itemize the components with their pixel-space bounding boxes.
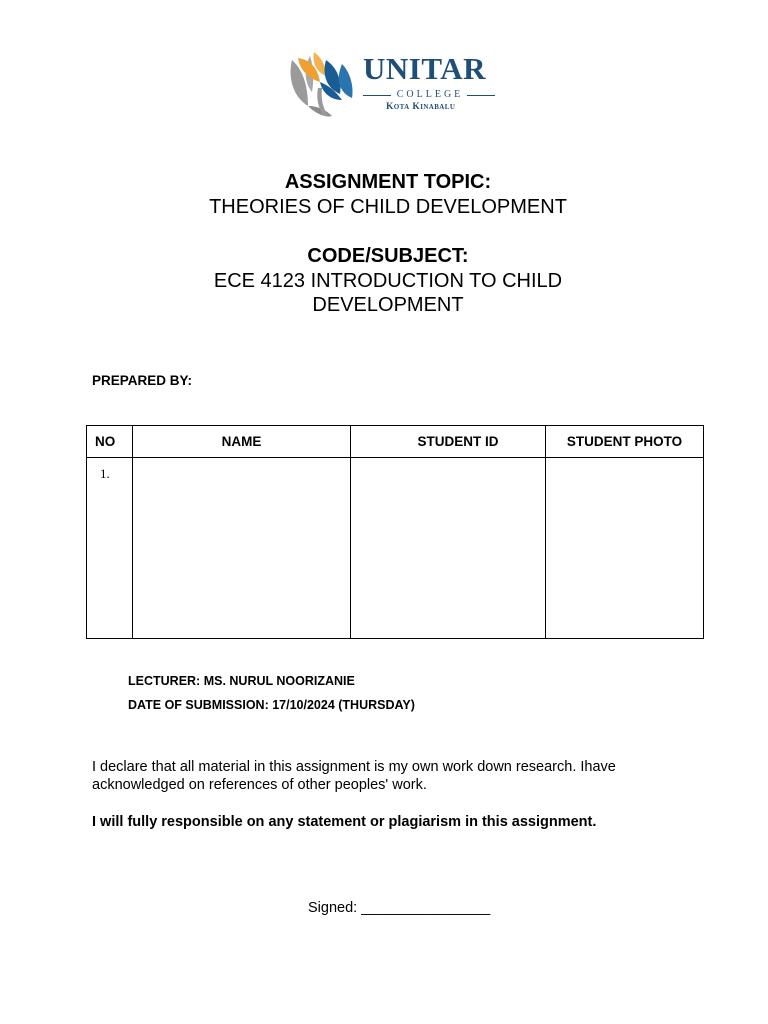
assignment-topic-value: THEORIES OF CHILD DEVELOPMENT xyxy=(209,196,567,218)
code-subject-value: ECE 4123 INTRODUCTION TO CHILD DEVELOPMENT xyxy=(213,270,563,316)
row-name-cell[interactable] xyxy=(133,458,351,639)
student-table xyxy=(86,425,704,639)
logo-rule-left xyxy=(363,95,391,96)
logo-college-text: COLLEGE xyxy=(396,89,464,100)
unitar-leaf-emblem-icon xyxy=(286,48,356,118)
date-of-submission-line: DATE OF SUBMISSION: 17/10/2024 (THURSDAY) xyxy=(128,698,415,712)
header-name: NAME xyxy=(133,426,351,458)
row-no-cell: 1. xyxy=(87,458,133,639)
logo-wordmark: UNITAR xyxy=(363,51,486,86)
assignment-topic-label: ASSIGNMENT TOPIC: xyxy=(284,171,492,193)
declaration-text: I declare that all material in this assignment is my own work down research. Ihave acknowledged on references of other peoples' work. xyxy=(92,759,616,793)
lecturer-line: LECTURER: MS. NURUL NOORIZANIE xyxy=(128,674,355,688)
table-header-row xyxy=(87,426,704,458)
logo-location-text: Kota Kinabalu xyxy=(386,102,456,112)
code-subject-label: CODE/SUBJECT: xyxy=(307,245,469,267)
logo-rule-right xyxy=(467,95,495,96)
table-row xyxy=(87,458,704,639)
header-student-photo: STUDENT PHOTO xyxy=(546,426,704,458)
row-student-photo-cell[interactable] xyxy=(546,458,704,639)
signature-line[interactable]: Signed: ________________ xyxy=(308,900,491,916)
unitar-college-logo xyxy=(286,46,500,120)
responsibility-statement: I will fully responsible on any statement or plagiarism in this assignment. xyxy=(92,814,597,830)
prepared-by-label: PREPARED BY: xyxy=(92,373,193,388)
logo-college-row xyxy=(363,88,495,102)
header-student-id: STUDENT ID xyxy=(351,426,546,458)
header-no: NO xyxy=(87,426,133,458)
row-student-id-cell[interactable] xyxy=(351,458,546,639)
